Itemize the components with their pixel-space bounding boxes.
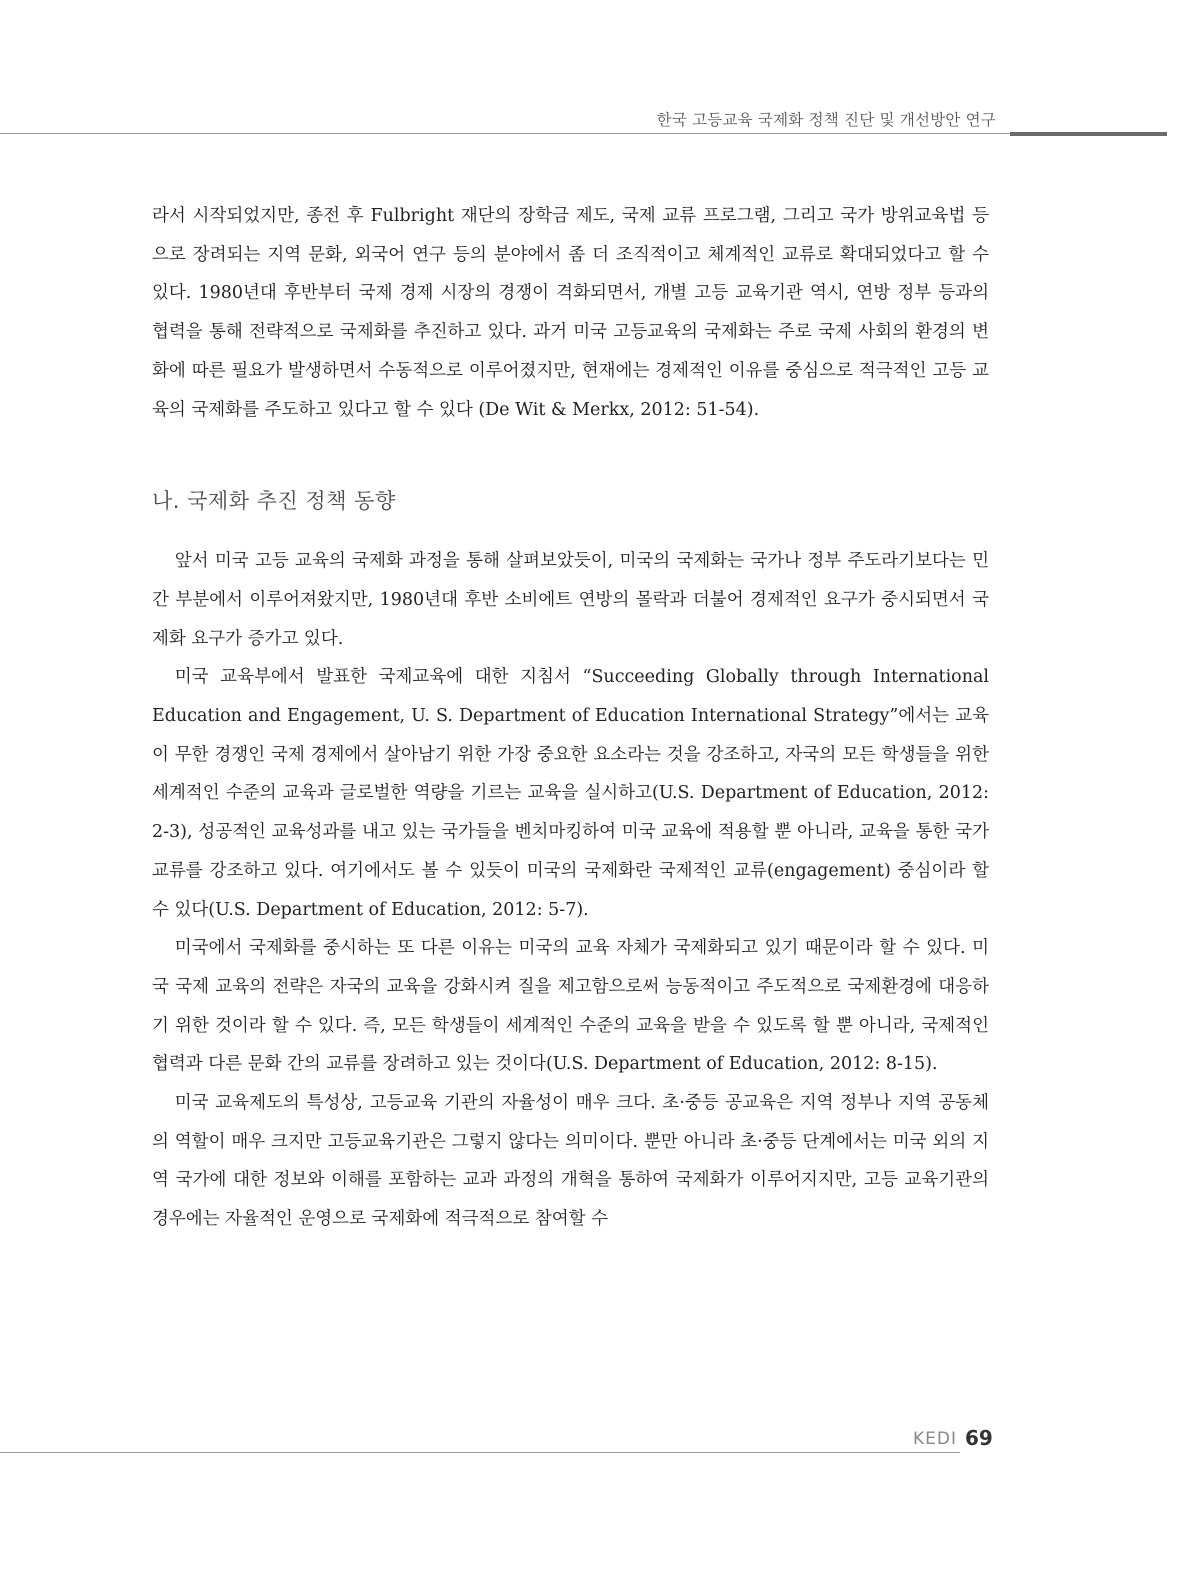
body-paragraph-4: 미국에서 국제화를 중시하는 또 다른 이유는 미국의 교육 자체가 국제화되고 있기 때문이라 할 수 있다. 미국 국제 교육의 전략은 자국의 교육을 강화시켜 질을 제고함으로써 능동적이고 주도적으로 국제환경에 대응하기 위한 것이라 할 수 있다. 즉, 모든 학생들이 세계적인 수준의 교육을 받을 수 있도록 할 뿐 아니라, 국제적인 협력과 다른 문화 간의 교류를 장려하고 있는 것이다(U.S. Department of Education, 2012: 8-15). — [152, 938, 989, 1075]
page-number: 69 — [965, 1426, 993, 1450]
body-paragraph-3: 미국 교육부에서 발표한 국제교육에 대한 지침서 “Succeeding Globally through International Education and Engagement, U. S. Department of Education International Strategy”에서는 교육이 무한 경쟁인 국제 경제에서 살아남기 위한 가장 중요한 요소라는 것을 강조하고, 자국의 모든 학생들을 위한 세계적인 수준의 교육과 글로벌한 역량을 기르는 교육을 실시하고(U.S. Department of Education, 2012: 2-3), 성공적인 교육성과를 내고 있는 국가들을 벤치마킹하여 미국 교육에 적용할 뿐 아니라, 교육을 통한 국가 교류를 강조하고 있다. 여기에서도 볼 수 있듯이 미국의 국제화란 국제적인 교류(engagement) 중심이라 할 수 있다(U.S. Department of Education, 2012: 5-7). — [152, 667, 989, 920]
body-paragraph-1: 라서 시작되었지만, 종전 후 Fulbright 재단의 장학금 제도, 국제 교류 프로그램, 그리고 국가 방위교육법 등으로 장려되는 지역 문화, 외국어 연구 등의 분야에서 좀 더 조직적이고 체계적인 교류로 확대되었다고 할 수 있다. 1980년대 후반부터 국제 경제 시장의 경쟁이 격화되면서, 개별 고등 교육기관 역시, 연방 정부 등과의 협력을 통해 전략적으로 국제화를 추진하고 있다. 과거 미국 고등교육의 국제화는 주로 국제 사회의 환경의 변화에 따른 필요가 발생하면서 수동적으로 이루어졌지만, 현재에는 경제적인 이유를 중심으로 적극적인 고등 교육의 국제화를 주도하고 있다고 할 수 있다 (De Wit & Merkx, 2012: 51-54). — [152, 206, 989, 420]
footer-divider — [0, 1452, 960, 1453]
header-divider — [0, 133, 1010, 134]
page-body — [152, 197, 989, 1239]
body-paragraph-5: 미국 교육제도의 특성상, 고등교육 기관의 자율성이 매우 크다. 초·중등 공교육은 지역 정부나 지역 공동체의 역할이 매우 크지만 고등교육기관은 그렇지 않다는 의미이다. 뿐만 아니라 초·중등 단계에서는 미국 외의 지역 국가에 대한 정보와 이해를 포함하는 교과 과정의 개혁을 통하여 국제화가 이루어지지만, 고등 교육기관의 경우에는 자율적인 운영으로 국제화에 적극적으로 참여할 수 — [152, 1093, 989, 1230]
section-heading: 나. 국제화 추진 정책 동향 — [152, 489, 396, 514]
body-paragraph-2: 앞서 미국 고등 교육의 국제화 과정을 통해 살펴보았듯이, 미국의 국제화는 국가나 정부 주도라기보다는 민간 부분에서 이루어져왔지만, 1980년대 후반 소비에트 연방의 몰락과 더불어 경제적인 요구가 중시되면서 국제화 요구가 증가고 있다. — [152, 551, 989, 649]
header-divider-accent — [1010, 132, 1167, 136]
footer-brand: KEDI — [913, 1429, 957, 1449]
running-header-title: 한국 고등교육 국제화 정책 진단 및 개선방안 연구 — [656, 111, 996, 129]
